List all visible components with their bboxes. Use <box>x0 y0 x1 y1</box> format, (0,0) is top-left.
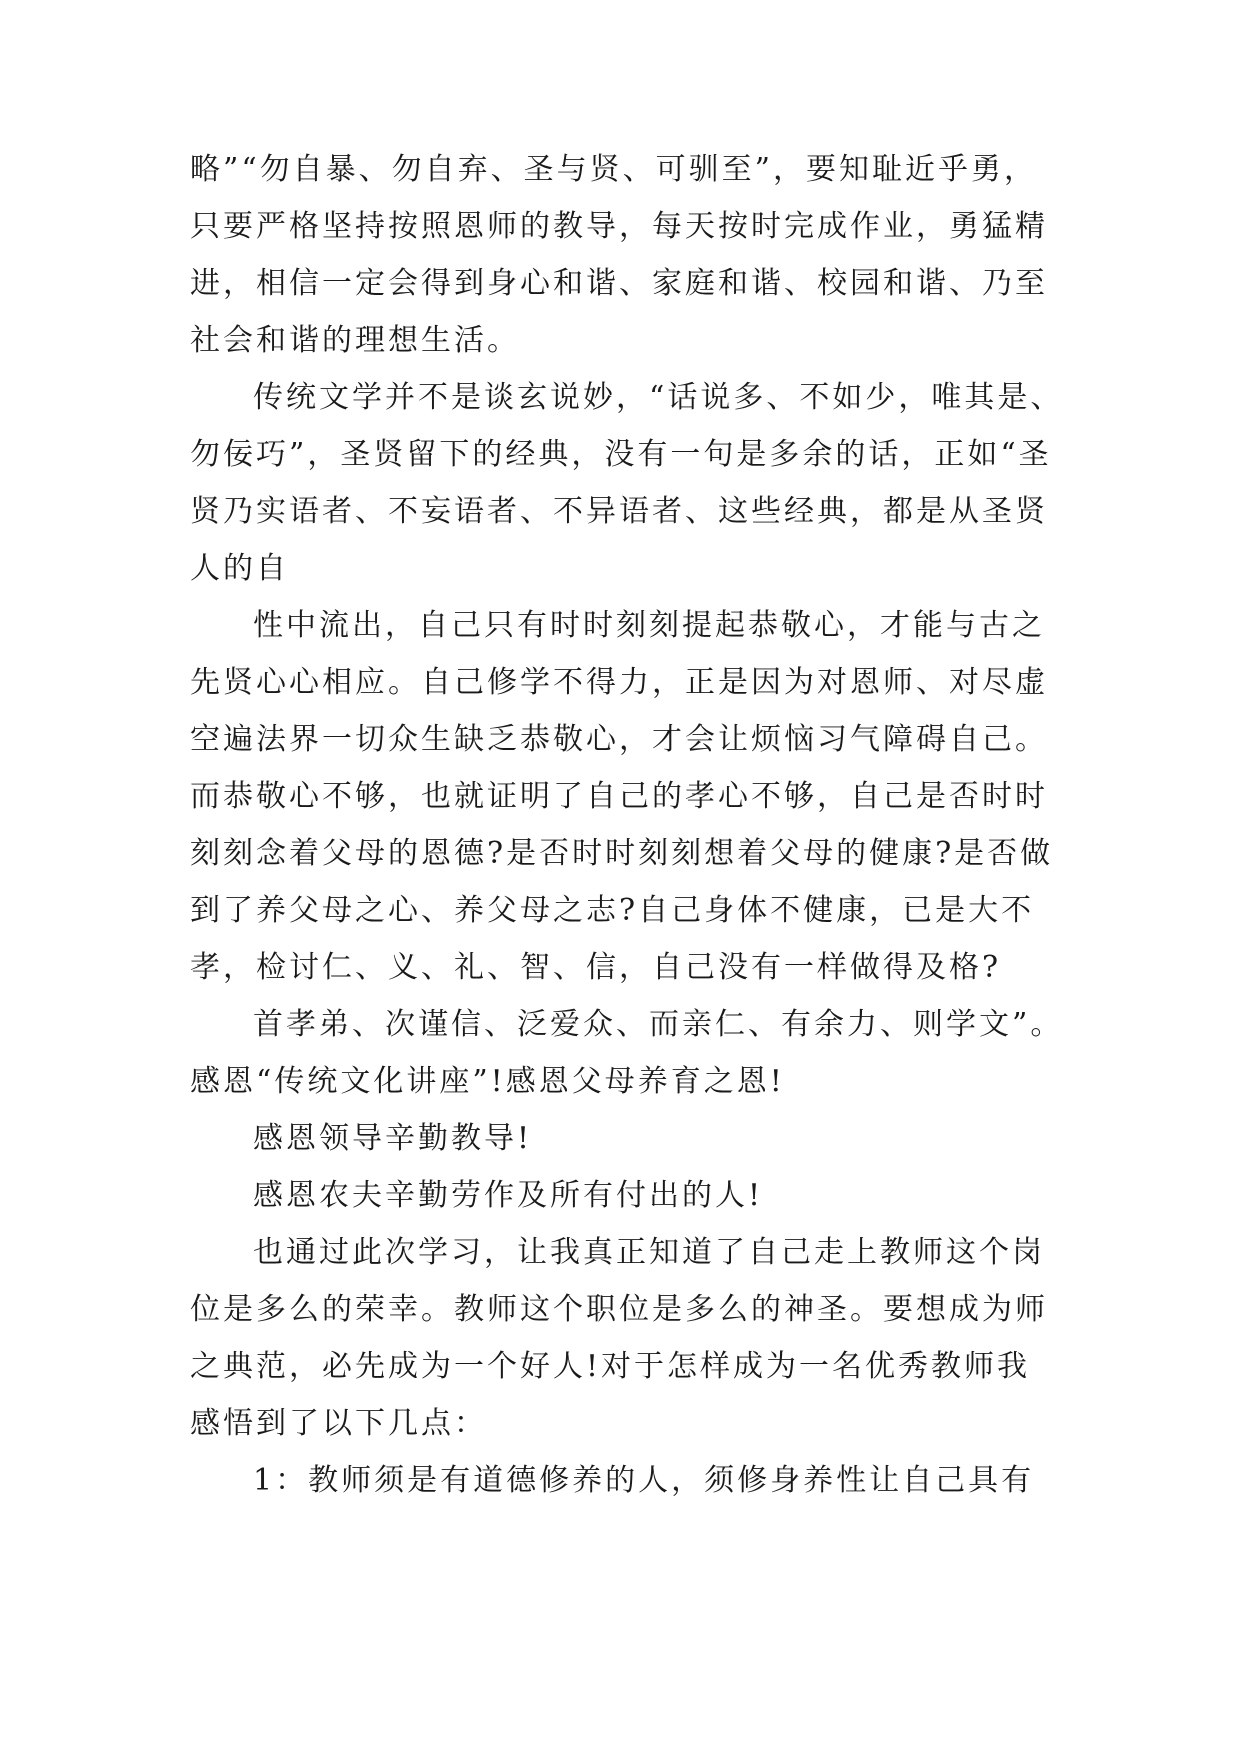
paragraph-start-line: 性中流出，自己只有时时刻刻提起恭敬心，才能与古之 <box>253 608 1045 643</box>
text-line: 人的自 <box>190 551 289 586</box>
text-line: 进，相信一定会得到身心和谐、家庭和谐、校园和谐、乃至 <box>190 266 1048 301</box>
text-line: 空遍法界一切众生缺乏恭敬心，才会让烦恼习气障碍自己。 <box>190 722 1048 757</box>
text-line: 刻刻念着父母的恩德?是否时时刻刻想着父母的健康?是否做 <box>190 836 1054 871</box>
paragraph-start-line: 感恩领导辛勤教导! <box>253 1121 533 1156</box>
text-line: 先贤心心相应。自己修学不得力，正是因为对恩师、对尽虚 <box>190 665 1048 700</box>
text-line: 而恭敬心不够，也就证明了自己的孝心不够，自己是否时时 <box>190 779 1048 814</box>
paragraph-start-line: 感恩农夫辛勤劳作及所有付出的人! <box>253 1178 764 1213</box>
text-line: 感悟到了以下几点： <box>190 1406 487 1441</box>
text-line: 社会和谐的理想生活。 <box>190 323 520 358</box>
paragraph-start-line: 首孝弟、次谨信、泛爱众、而亲仁、有余力、则学文”。 <box>253 1007 1064 1042</box>
text-line: 到了养父母之心、养父母之志?自己身体不健康，已是大不 <box>190 893 1035 928</box>
text-line: 感恩“传统文化讲座”!感恩父母养育之恩! <box>190 1064 785 1099</box>
text-line: 孝，检讨仁、义、礼、智、信，自己没有一样做得及格? <box>190 950 1002 985</box>
text-line: 略”“勿自暴、勿自弃、圣与贤、可驯至”，要知耻近乎勇， <box>190 152 1038 187</box>
paragraph-start-line: 也通过此次学习，让我真正知道了自己走上教师这个岗 <box>253 1235 1045 1270</box>
text-line: 勿佞巧”，圣贤留下的经典，没有一句是多余的话，正如“圣 <box>190 437 1052 472</box>
paragraph-start-line: 1：教师须是有道德修养的人，须修身养性让自己具有 <box>253 1463 1035 1498</box>
paragraph-start-line: 传统文学并不是谈玄说妙，“话说多、不如少，唯其是、 <box>253 380 1064 415</box>
text-line: 之典范，必先成为一个好人!对于怎样成为一名优秀教师我 <box>190 1349 1031 1384</box>
text-line: 只要严格坚持按照恩师的教导，每天按时完成作业，勇猛精 <box>190 209 1048 244</box>
text-line: 位是多么的荣幸。教师这个职位是多么的神圣。要想成为师 <box>190 1292 1048 1327</box>
text-line: 贤乃实语者、不妄语者、不异语者、这些经典，都是从圣贤 <box>190 494 1048 529</box>
